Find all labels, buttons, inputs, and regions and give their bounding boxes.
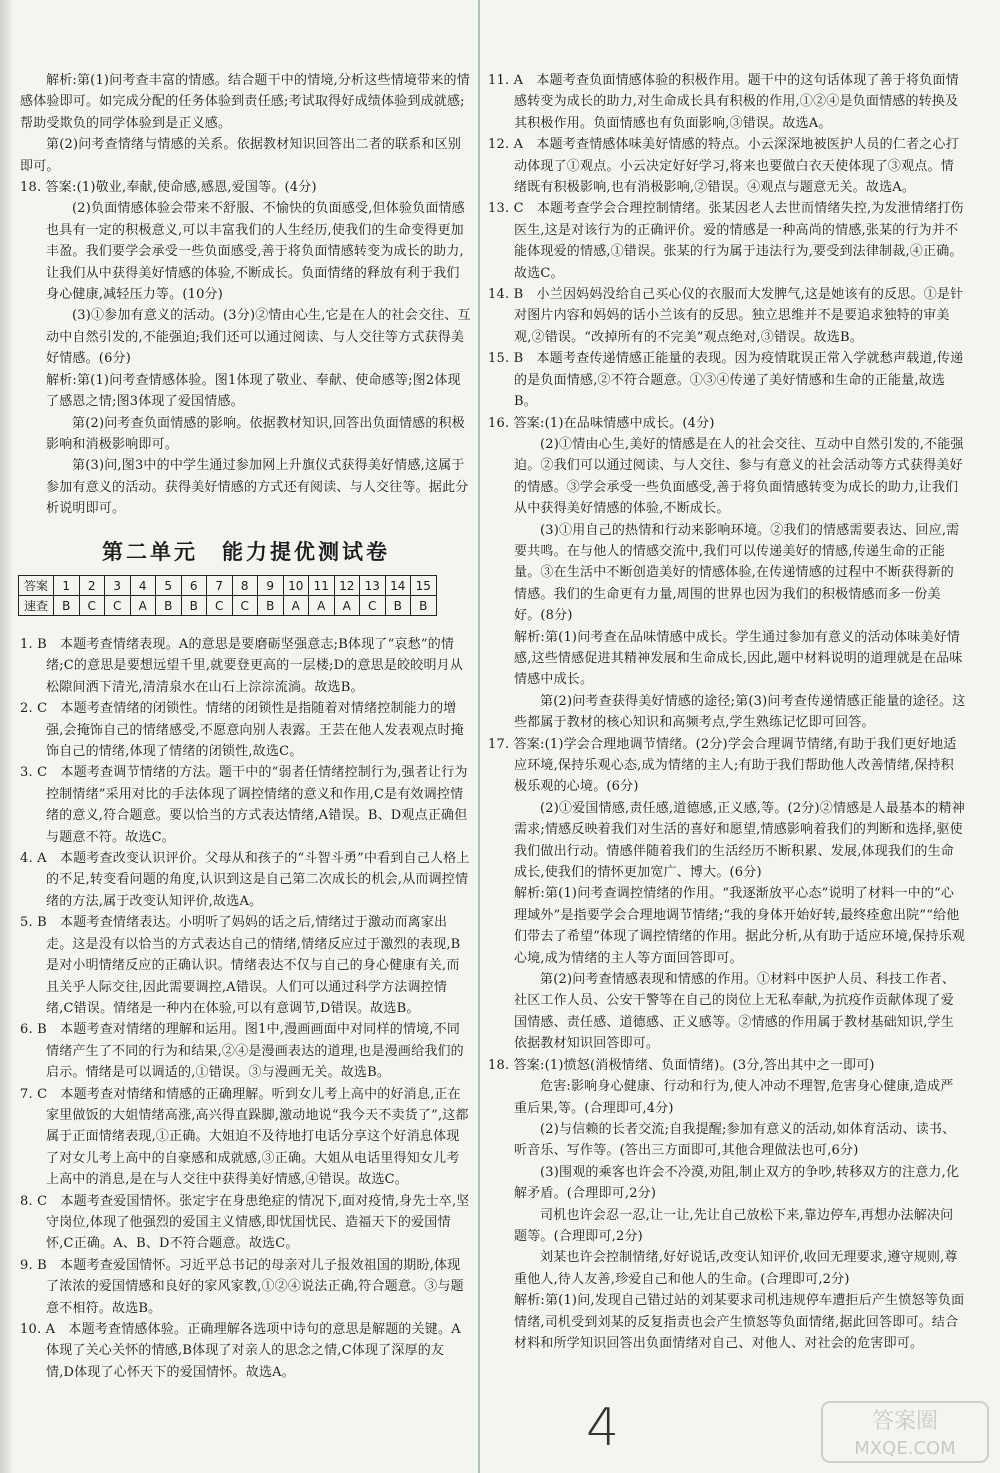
left-bottom-paragraph: 6. B 本题考查对情绪的理解和运用。图1中,漫画画面中对同样的情境,不同情绪产生了不同的行为和结果,②④是漫画表达的道理,也是漫画给我们的启示。情绪是可以调适的,①错误。③与漫画无关。故选B。 (20, 1022, 464, 1081)
right-paragraph: 16. 答案:(1)在品味情感中成长。(4分) (488, 415, 715, 431)
left-top-paragraph: 18. 答案:(1)敬业,奉献,使命感,感恩,爱国等。(4分) (20, 180, 317, 196)
answer-letter-cell: C (207, 596, 233, 616)
right-paragraph: 刘某也许会控制情绪,好好说话,改变认知评价,收回无理要求,遵守规则,尊重他人,待人友善,珍爱自己和他人的生命。(合理即可,2分) (514, 1250, 958, 1287)
left-bottom-paragraph: 3. C 本题考查调节情绪的方法。题干中的“弱者任情绪控制行为,强者让行为控制情绪”采用对比的手法体现了调控情绪的意义和作用,C是有效调控情绪的意义,符合题意。要以恰当的方式表达情绪,A错误。B、D观点正确但与题意不符。故选C。 (20, 765, 468, 845)
answer-letter-cell: A (334, 596, 360, 616)
question-number-cell: 3 (105, 576, 131, 596)
left-bottom-paragraph: 8. C 本题考查爱国情怀。张定宇在身患绝症的情况下,面对疫情,身先士卒,坚守岗位,体现了他强烈的爱国主义情感,即忧国忧民、造福天下的爱国情怀,C正确。A、B、D不符合题意。故选C。 (20, 1193, 470, 1252)
left-bottom-paragraph: 5. B 本题考查情绪表达。小明听了妈妈的话之后,情绪过于激动而离家出走。这是没有以恰当的方式表达自己的情绪,情绪反应过于激烈的表现,B是对小明情绪反应的正确认识。情绪表达不仅与自己的身心健康有关,而且关乎人际交往,因此需要调控,A错误。人们可以通过科学方法调控情绪,C错误。情绪是一种内在体验,可以有意调节,D错误。故选B。 (20, 915, 461, 1016)
answer-letter-cell: B (411, 596, 437, 616)
answer-quick-check-table (18, 575, 437, 616)
right-paragraph: 解析:第(1)问考查调控情绪的作用。“我逐渐放平心态”说明了材料一中的“心理域外”是指要学会合理地调节情绪;“我的身体开始好转,最终痊愈出院”“给他们带去了希望”体现了调控情绪的作用。据此分析,从有助于适应环境,保持乐观心境,成为情绪的主人等方面回答即可。 (514, 886, 966, 966)
answer-letter-cell: C (105, 596, 131, 616)
right-paragraph: (2)与信赖的长者交流;自我提醒;参加有意义的活动,如体育活动、读书、听音乐、写作等。(答出三方面即可,其他合理做法也可,6分) (514, 1121, 956, 1159)
left-bottom-paragraph: 2. C 本题考查情绪的闭锁性。情绪的闭锁性是指随着对情绪控制能力的增强,会掩饰自己的情绪感受,不愿意向别人表露。王芸在他人发表观点时掩饰自己的情绪,体现了情绪的闭锁性,故选C。 (20, 701, 464, 760)
question-number-cell: 5 (156, 576, 182, 596)
left-column-bottom (20, 634, 472, 1383)
right-paragraph: 13. C 本题考查学会合理控制情绪。张某因老人去世而情绪失控,为发泄情绪打伤医生,这是对该行为的正确评价。爱的情感是一种高尚的情感,张某的行为并不能体现爱的情感,①错误。张某的行为属于违法行为,要受到法律制裁,④正确。故选C。 (488, 201, 964, 281)
question-number-cell: 14 (385, 576, 411, 596)
question-number-cell: 15 (411, 576, 437, 596)
answer-letter-cell: A (309, 596, 335, 616)
right-paragraph: 危害:影响身心健康、行动和行为,使人冲动不理智,危害身心健康,造成严重后果,等。(合理即可,4分) (514, 1079, 954, 1116)
right-paragraph: 18. 答案:(1)愤怒(消极情绪、负面情绪)。(3分,答出其中之一即可) (488, 1057, 875, 1073)
table-header-quick: 速查 (19, 596, 54, 616)
question-number-cell: 11 (309, 576, 335, 596)
left-top-paragraph: (3)①参加有意义的活动。(3分)②情由心生,它是在人的社会交往、互动中自然引发的,不能强迫;我们还可以通过阅读、与人交往等方式获得美好情感。(6分) (46, 308, 471, 367)
right-paragraph: 12. A 本题考查情感体味美好情感的特点。小云深深地被医护人员的仁者之心打动体现了①观点。小云决定好好学习,将来也要做白衣天使体现了③观点。情绪既有积极影响,也有消极影响,②错误。④观点与题意无关。故选A。 (488, 137, 959, 196)
left-top-paragraph: 第(2)问考查情绪与情感的关系。依据教材知识回答出二者的联系和区别即可。 (20, 137, 462, 174)
answer-letter-cell: B (258, 596, 284, 616)
svg-text:答案圈: 答案圈 (871, 1409, 939, 1434)
left-top-paragraph: 第(3)问,图3中的中学生通过参加网上升旗仪式获得美好情感,这属于参加有意义的活动。获得美好情感的方式还有阅读、与人交往等。据此分析说明即可。 (46, 458, 469, 517)
right-paragraph: 11. A 本题考查负面情感体验的积极作用。题干中的这句话体现了善于将负面情感转变为成长的助力,对生命成长具有积极的作用,①②④是负面情感的转换及其积极作用。负面情感也有负面影响,③错误。故选A。 (488, 73, 959, 131)
answer-letter-cell: B (54, 596, 80, 616)
right-paragraph: (2)①情由心生,美好的情感是在人的社会交往、互动中自然引发的,不能强迫。②我们可以通过阅读、与人交往、参与有意义的社会活动等方式获得美好的情感。③学会承受一些负面感受,善于将负面情感转变为成长的助力,让我们从中获得美好情感的体验,不断成长。 (514, 436, 964, 517)
page-number: 4 (586, 1398, 620, 1458)
answer-letter-cell: A (130, 596, 156, 616)
answer-letter-cell: C (79, 596, 105, 616)
right-column (488, 70, 966, 1354)
question-number-cell: 13 (360, 576, 386, 596)
table-header-answer: 答案 (19, 576, 54, 596)
left-top-paragraph: 第(2)问考查负面情感的影响。依据教材知识,回答出负面情感的积极影响和消极影响即可。 (46, 415, 465, 452)
question-number-cell: 2 (79, 576, 105, 596)
answer-letter-cell: C (232, 596, 258, 616)
answer-letter-cell: C (360, 596, 386, 616)
watermark-logo (820, 1398, 990, 1466)
left-bottom-paragraph: 9. B 本题考查爱国情怀。习近平总书记的母亲对儿子报效祖国的期盼,体现了浓浓的爱国情感和良好的家风家教,①②④说法正确,符合题意。③与题意不相符。故选B。 (20, 1257, 464, 1316)
right-paragraph: (2)①爱国情感,责任感,道德感,正义感,等。(2分)②情感是人最基本的精神需求;情感反映着我们对生活的喜好和愿望,情感影响着我们的判断和选择,驱使我们做出行动。情感伴随着我们的生活经历不断积累、发展,体现我们的生命成长,使我们的情怀更加宽广、博大。(6分) (514, 800, 965, 881)
svg-text:MXQE.COM: MXQE.COM (854, 1438, 956, 1459)
answer-letter-cell: B (181, 596, 207, 616)
right-paragraph: 17. 答案:(1)学会合理地调节情绪。(2分)学会合理调节情绪,有助于我们更好地适应环境,保持乐观心态,成为情绪的主人;有助于我们帮助他人改善情绪,保持积极乐观的心境。(6分) (488, 736, 957, 795)
question-number-cell: 12 (334, 576, 360, 596)
left-bottom-paragraph: 7. C 本题考查对情绪和情感的正确理解。听到女儿考上高中的好消息,正在家里做饭的大姐情绪高涨,高兴得直跺脚,激动地说“我今天不卖货了”,这都属于正面情绪表现,①正确。大姐迫不及待地打电话分享这个好消息体现了对女儿考上高中的自豪感和成就感,③正确。大姐从电话里得知女儿考上高中的消息,是在与人交往中获得美好情感,④错误。故选C。 (20, 1086, 469, 1188)
question-number-cell: 4 (130, 576, 156, 596)
left-top-paragraph: 解析:第(1)问考查情感体验。图1体现了敬业、奉献、使命感等;图2体现了感恩之情;图3体现了爱国情感。 (46, 372, 461, 410)
answer-letter-cell: B (156, 596, 182, 616)
right-paragraph: 司机也许会忍一忍,让一让,先让自己放松下来,靠边停车,再想办法解决问题等。(合理即可,2分) (514, 1207, 954, 1244)
scan-edge-shadow (0, 0, 14, 1473)
question-number-cell: 1 (54, 576, 80, 596)
question-number-cell: 9 (258, 576, 284, 596)
answer-letter-cell: A (283, 596, 309, 616)
right-paragraph: 第(2)问考查获得美好情感的途径;第(3)问考查传递情感正能量的途径。这些都属于教材的核心知识和高频考点,学生熟练记忆即可回答。 (514, 693, 966, 731)
right-paragraph: 解析:第(1)问,发现自己错过站的刘某要求司机违规停车遭拒后产生愤怒等负面情绪,司机受到刘某的反复指责也会产生愤怒等负面情绪,据此回答即可。结合材料和所学知识回答出负面情绪对自己、对他人、对社会的危害即可。 (514, 1293, 965, 1351)
right-paragraph: 15. B 本题考查传递情感正能量的表现。因为疫情耽误正常入学就愁声载道,传递的是负面情感,②不符合题意。①③④传递了美好情感和生命的正能量,故选B。 (488, 351, 964, 410)
left-bottom-paragraph: 4. A 本题考查改变认识评价。父母从和孩子的“斗智斗勇”中看到自己人格上的不足,转变看问题的角度,认识到这是自己第二次成长的机会,从而调控情绪的方法,属于改变认知评价,故选A。 (20, 851, 470, 909)
question-number-cell: 8 (232, 576, 258, 596)
right-paragraph: (3)围观的乘客也许会不冷漠,劝阻,制止双方的争吵,转移双方的注意力,化解矛盾。(合理即可,2分) (514, 1164, 960, 1202)
right-paragraph: 第(2)问考查情感表现和情感的作用。①材料中医护人员、科技工作者、社区工作人员、公安干警等在自己的岗位上无私奉献,为抗疫作贡献体现了爱国情感、责任感、道德感、正义感等。②情感的作用属于教材基础知识,学生依据教材知识回答即可。 (514, 972, 956, 1052)
left-bottom-paragraph: 10. A 本题考查情感体验。正确理解各选项中诗句的意思是解题的关键。A体现了关心关怀的情感,B体现了对亲人的思念之情,C体现了深厚的友情,D体现了心怀天下的爱国情怀。故选A。 (20, 1322, 461, 1380)
right-paragraph: 解析:第(1)问考查在品味情感中成长。学生通过参加有意义的活动体味美好情感,这些情感促进其精神发展和生命成长,因此,题中材料说明的道理就是在品味情感中成长。 (514, 629, 963, 688)
left-bottom-paragraph: 1. B 本题考查情绪表现。A的意思是要磨砺坚强意志;B体现了“哀愁”的情绪;C的意思是要想远望千里,就要登更高的一层楼;D的意思是皎皎明月从松隙间洒下清光,清清泉水在山石上淙淙流淌。故选B。 (20, 637, 464, 695)
question-number-cell: 7 (207, 576, 233, 596)
left-top-paragraph: 解析:第(1)问考查丰富的情感。结合题干中的情境,分析这些情境带来的情感体验即可。如完成分配的任务体验到责任感;考试取得好成绩体验到成就感;帮助受欺负的同学体验到是正义感。 (20, 73, 470, 131)
right-paragraph: 14. B 小兰因妈妈没给自己买心仪的衣服而大发脾气,这是她该有的反思。①是针对图片内容和妈妈的话小兰该有的反思。独立思维并不是要追求独特的审美观,②错误。“改掉所有的不完美”观点绝对,③错误。故选B。 (488, 287, 964, 345)
left-top-paragraph: (2)负面情感体验会带来不舒服、不愉快的负面感受,但体验负面情感也具有一定的积极意义,可以丰富我们的人生经历,使我们的生命变得更加丰盈。我们要学会承受一些负面感受,善于将负面情感转变为成长的助力,让我们从中获得美好情感的体验,不断成长。负面情绪的释放有利于我们身心健康,减轻压力等。(10分) (46, 201, 465, 303)
question-number-cell: 10 (283, 576, 309, 596)
column-divider (478, 0, 480, 1473)
section-title: 第二单元 能力提优测试卷 (102, 540, 390, 564)
right-paragraph: (3)①用自己的热情和行动来影响环境。②我们的情感需要表达、回应,需要共鸣。在与他人的情感交流中,我们可以传递美好的情感,传递生命的正能量。③在生活中不断创造美好的情感体验,在传递情感的过程中不断获得新的情感。我们的生命更有力量,周围的世界也因为我们的积极情感而多一份美好。(8分) (514, 522, 960, 624)
answer-letter-cell: B (385, 596, 411, 616)
question-number-cell: 6 (181, 576, 207, 596)
left-column-top (20, 70, 472, 520)
